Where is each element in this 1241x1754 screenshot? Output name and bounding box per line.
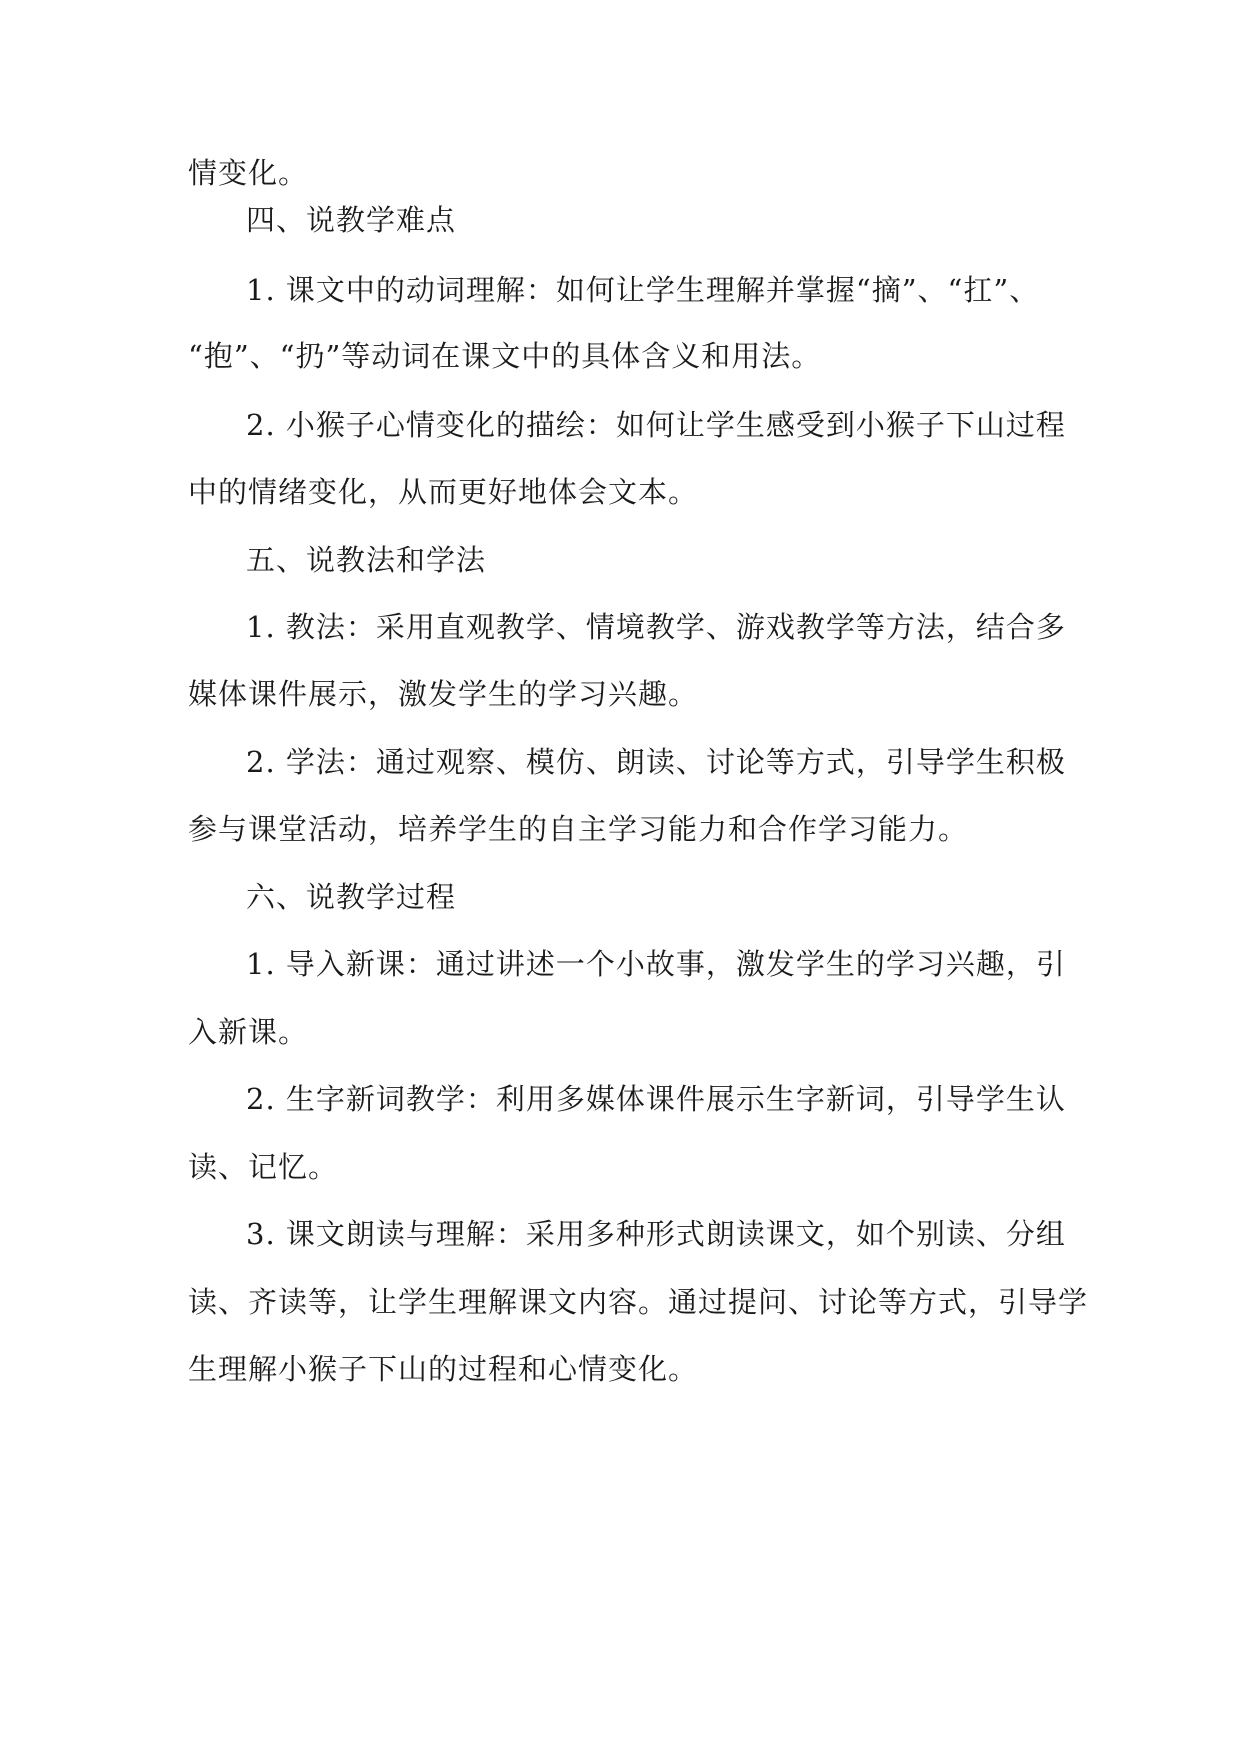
paragraph-line: 读、齐读等，让学生理解课文内容。通过提问、讨论等方式，引导学 [188, 1285, 1089, 1319]
paragraph-line: 媒体课件展示，激发学生的学习兴趣。 [188, 677, 699, 711]
paragraph-line: 参与课堂活动，培养学生的自主学习能力和合作学习能力。 [188, 812, 969, 846]
paragraph-line: 读、记忆。 [188, 1150, 339, 1184]
section-heading: 五、说教法和学法 [246, 543, 487, 577]
paragraph-line: 3. 课文朗读与理解：采用多种形式朗读课文，如个别读、分组 [246, 1217, 1066, 1251]
paragraph-line: 2. 学法：通过观察、模仿、朗读、讨论等方式，引导学生积极 [246, 745, 1066, 779]
paragraph-line: 生理解小猴子下山的过程和心情变化。 [188, 1352, 699, 1386]
section-heading: 四、说教学难点 [246, 203, 457, 237]
section-heading: 六、说教学过程 [246, 880, 457, 914]
paragraph-line: 1. 课文中的动词理解：如何让学生理解并掌握“摘”、“扛”、 [246, 273, 1040, 307]
paragraph-line: 2. 小猴子心情变化的描绘：如何让学生感受到小猴子下山过程 [246, 408, 1066, 442]
paragraph-line: 2. 生字新词教学：利用多媒体课件展示生字新词，引导学生认 [246, 1082, 1066, 1116]
paragraph-line: 1. 教法：采用直观教学、情境教学、游戏教学等方法，结合多 [246, 610, 1066, 644]
paragraph-line: 1. 导入新课：通过讲述一个小故事，激发学生的学习兴趣，引 [246, 947, 1066, 981]
paragraph-line: 中的情绪变化，从而更好地体会文本。 [188, 475, 699, 509]
paragraph-line: “抱”、“扔”等动词在课文中的具体含义和用法。 [188, 339, 822, 373]
paragraph-line: 情变化。 [188, 156, 309, 190]
paragraph-line: 入新课。 [188, 1015, 309, 1049]
